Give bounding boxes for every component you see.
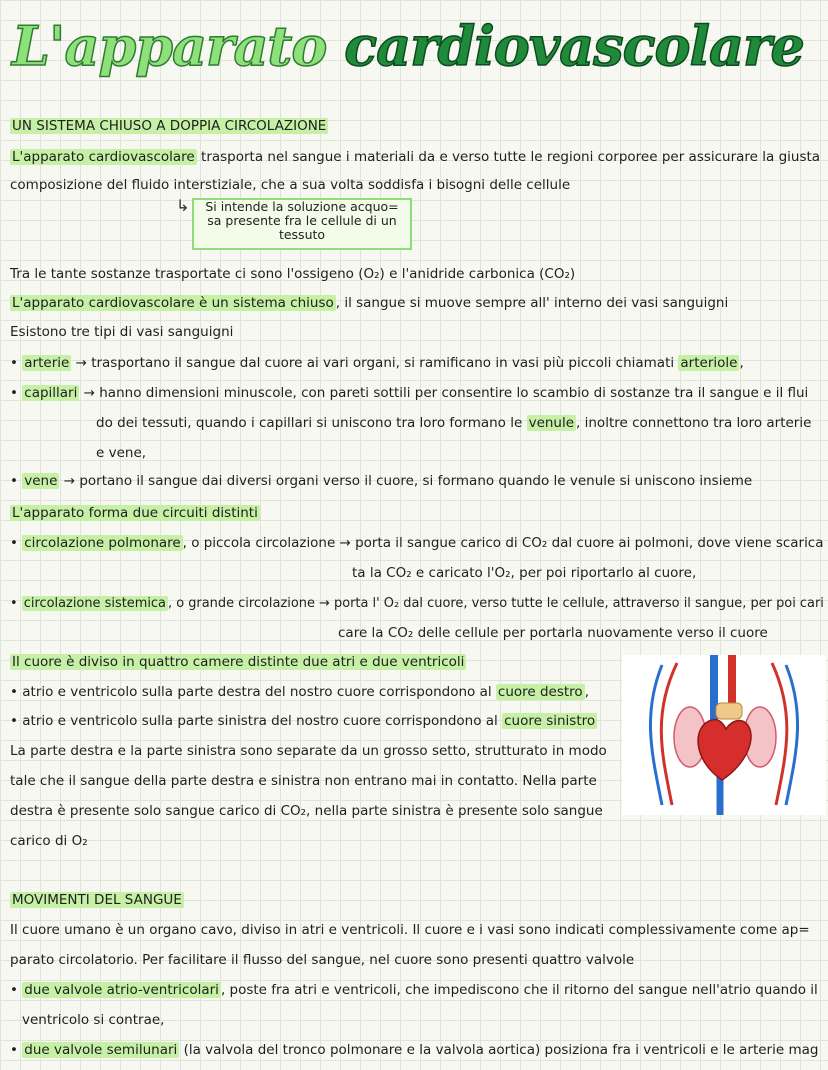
page-title	[12, 6, 820, 86]
section1-heading: UN SISTEMA CHIUSO A DOPPIA CIRCOLAZIONE	[12, 118, 327, 134]
setto-line2: tale che il sangue della parte destra e sinistra non entrano mai in contatto. Nella parte	[10, 773, 597, 789]
intro-line1: L'apparato cardiovascolare trasporta nel sangue i materiali da e verso tutte le regioni corporee per assicurare la giusta	[12, 149, 821, 165]
paragraph-sostanze: Tra le tante sostanze trasportate ci sono l'ossigeno (O₂) e l'anidride carbonica (CO₂)	[10, 266, 576, 282]
capillari-line2: do dei tessuti, quando i capillari si uniscono tra loro formano le venule , inoltre connettono tra loro arterie	[96, 415, 812, 431]
bullet-valvole-semilunari: • due valvole semilunari (la valvola del tronco polmonare e la valvola aortica) posiziona fra i ventricoli e le arterie mag	[10, 1042, 819, 1058]
bullet-sistemica: • circolazione sistemica , o grande circolazione → porta l' O₂ dal cuore, verso tutte le cellule, attraverso il sangue, per poi cari	[10, 596, 824, 611]
heart-circulatory-illustration-icon	[622, 655, 826, 815]
paragraph-sistema-chiuso: L'apparato cardiovascolare è un sistema chiuso , il sangue si muove sempre all' interno dei vasi sanguigni	[12, 295, 729, 311]
paragraph-tipi-vasi: Esistono tre tipi di vasi sanguigni	[10, 324, 234, 340]
bullet-cuore-destro: • atrio e ventricolo sulla parte destra del nostro cuore corrispondono al cuore destro ,	[10, 684, 589, 700]
title-part1: L'apparato	[12, 14, 327, 78]
bullet-vene: • vene → portano il sangue dai diversi organi verso il cuore, si formano quando le venule si uniscono insieme	[10, 473, 753, 489]
bullet-capillari: • capillari → hanno dimensioni minuscole, con pareti sottili per consentire lo scambio di sostanze tra il sangue e il flui	[10, 385, 809, 401]
title-part2: cardiovascolare	[344, 14, 804, 78]
bullet-polmonare: • circolazione polmonare , o piccola circolazione → porta il sangue carico di CO₂ dal cuore ai polmoni, dove viene scarica	[10, 535, 824, 551]
definition-note: Si intende la soluzione acquo= sa presente fra le cellule di un tessuto	[192, 198, 412, 250]
valvole-av-line2: ventricolo si contrae,	[22, 1012, 165, 1028]
sistemica-line2: care la CO₂ delle cellule per portarla nuovamente verso il cuore	[338, 625, 768, 641]
bullet-arterie: • arterie → trasportano il sangue dal cuore ai vari organi, si ramificano in vasi più piccoli chiamati arteriole ,	[10, 355, 744, 371]
capillari-line3: e vene,	[96, 445, 147, 461]
bullet-cuore-sinistro: • atrio e ventricolo sulla parte sinistra del nostro cuore corrispondono al cuore sinistro	[10, 713, 596, 729]
setto-line4: carico di O₂	[10, 833, 88, 849]
setto-line3: destra è presente solo sangue carico di CO₂, nella parte sinistra è presente solo sangue	[10, 803, 603, 819]
polmonare-line2: ta la CO₂ e caricato l'O₂, per poi riportarlo al cuore,	[352, 565, 697, 581]
bullet-valvole-av: • due valvole atrio-ventricolari , poste fra atri e ventricoli, che impediscono che il ritorno del sangue nell'atrio quando il	[10, 982, 818, 998]
paragraph-circuiti: L'apparato forma due circuiti distinti	[12, 505, 258, 521]
intro-line2: composizione del fluido interstiziale, che a sua volta soddisfa i bisogni delle cellule	[10, 177, 571, 193]
setto-line1: La parte destra e la parte sinistra sono separate da un grosso setto, strutturato in modo	[10, 743, 607, 759]
section2-p2: parato circolatorio. Per facilitare il flusso del sangue, nel cuore sono presenti quattro valvole	[10, 952, 635, 968]
section2-heading: MOVIMENTI DEL SANGUE	[12, 892, 182, 908]
paragraph-camere: Il cuore è diviso in quattro camere distinte due atri e due ventricoli	[12, 654, 465, 670]
note-arrow-icon: ↳	[176, 196, 190, 215]
section2-p1: Il cuore umano è un organo cavo, diviso in atri e ventricoli. Il cuore e i vasi sono indicati complessivamente come ap=	[10, 922, 810, 938]
